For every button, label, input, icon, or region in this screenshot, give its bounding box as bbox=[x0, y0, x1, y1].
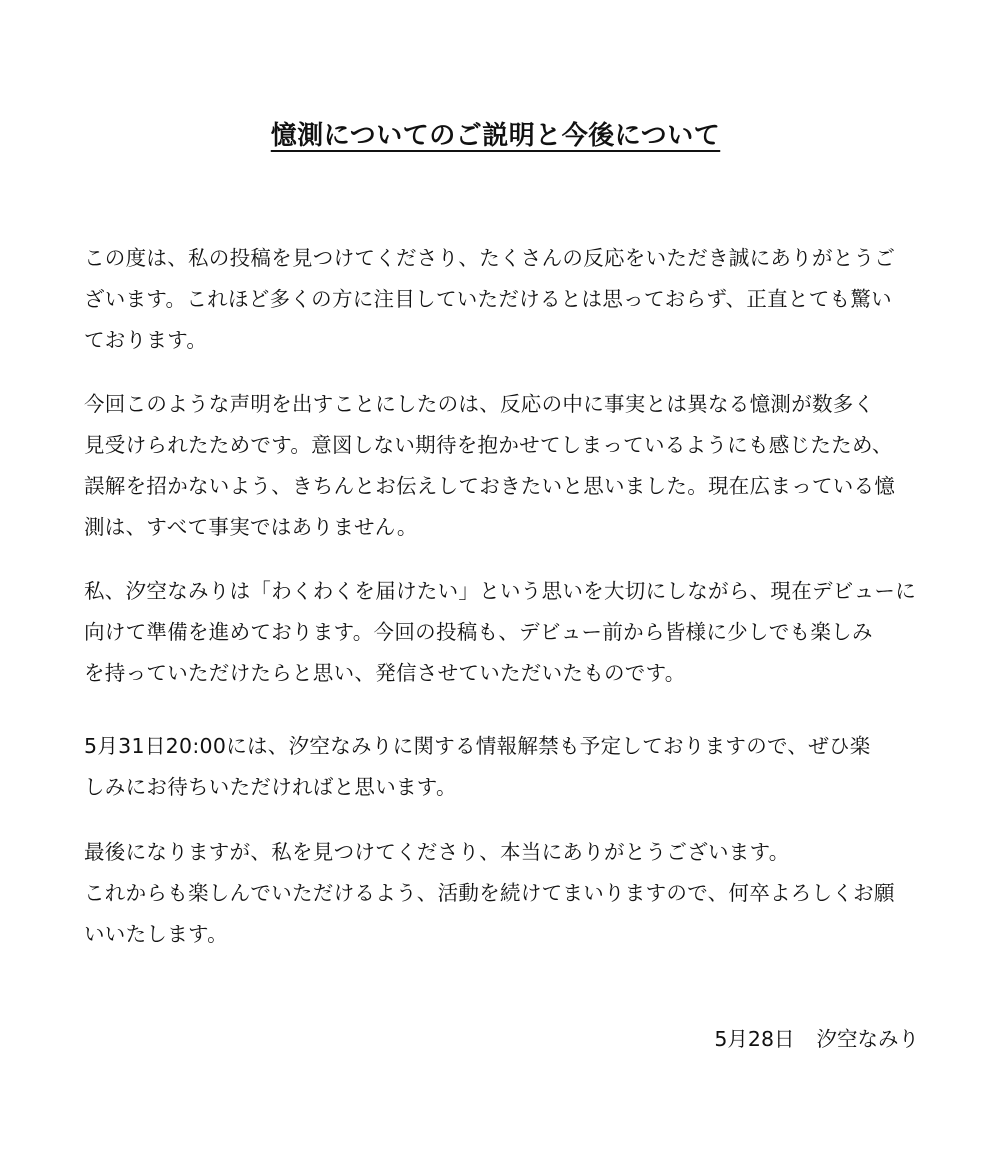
signature bbox=[714, 1019, 919, 1060]
signature-name: 汐空なみり bbox=[816, 1027, 919, 1051]
paragraph-2 bbox=[84, 384, 924, 548]
paragraph-line: 測は、すべて事実ではありません。 bbox=[84, 515, 418, 539]
signature-date: 5月28日 bbox=[714, 1027, 795, 1051]
paragraph-line: この度は、私の投稿を見つけてくださり、たくさんの反応をいただき誠にありがとうご bbox=[84, 246, 896, 270]
paragraph-line: 5月31日20:00には、汐空なみりに関する情報解禁も予定しておりますので、ぜひ楽 bbox=[84, 734, 871, 758]
paragraph-line: ざいます。これほど多くの方に注目していただけるとは思っておらず、正直とても驚い bbox=[84, 287, 892, 311]
paragraph-line: を持っていただけたらと思い、発信させていただいたものです。 bbox=[84, 661, 686, 685]
paragraph-line: 誤解を招かないよう、きちんとお伝えしておきたいと思いました。現在広まっている憶 bbox=[84, 474, 896, 498]
document-title bbox=[0, 117, 991, 155]
paragraph-line: 向けて準備を進めております。今回の投稿も、デビュー前から皆様に少しでも楽しみ bbox=[84, 620, 873, 644]
paragraph-line: ております。 bbox=[84, 328, 208, 352]
paragraph-line: いいたします。 bbox=[84, 922, 228, 946]
paragraph-4 bbox=[84, 726, 924, 808]
document-title-text: 憶測についてのご説明と今後について bbox=[270, 121, 721, 151]
paragraph-line: これからも楽しんでいただけるよう、活動を続けてまいりますので、何卒よろしくお願 bbox=[84, 881, 895, 905]
paragraph-line: 私、汐空なみりは「わくわくを届けたい」という思いを大切にしながら、現在デビューに bbox=[84, 579, 916, 603]
paragraph-3 bbox=[84, 571, 924, 694]
paragraph-line: 今回このような声明を出すことにしたのは、反応の中に事実とは異なる憶測が数多く bbox=[84, 392, 875, 416]
paragraph-line: 見受けられたためです。意図しない期待を抱かせてしまっているようにも感じたため、 bbox=[84, 433, 893, 457]
paragraph-5 bbox=[84, 832, 924, 955]
paragraph-line: しみにお待ちいただければと思います。 bbox=[84, 775, 457, 799]
paragraph-1 bbox=[84, 238, 924, 361]
paragraph-line: 最後になりますが、私を見つけてくださり、本当にありがとうございます。 bbox=[84, 840, 790, 864]
